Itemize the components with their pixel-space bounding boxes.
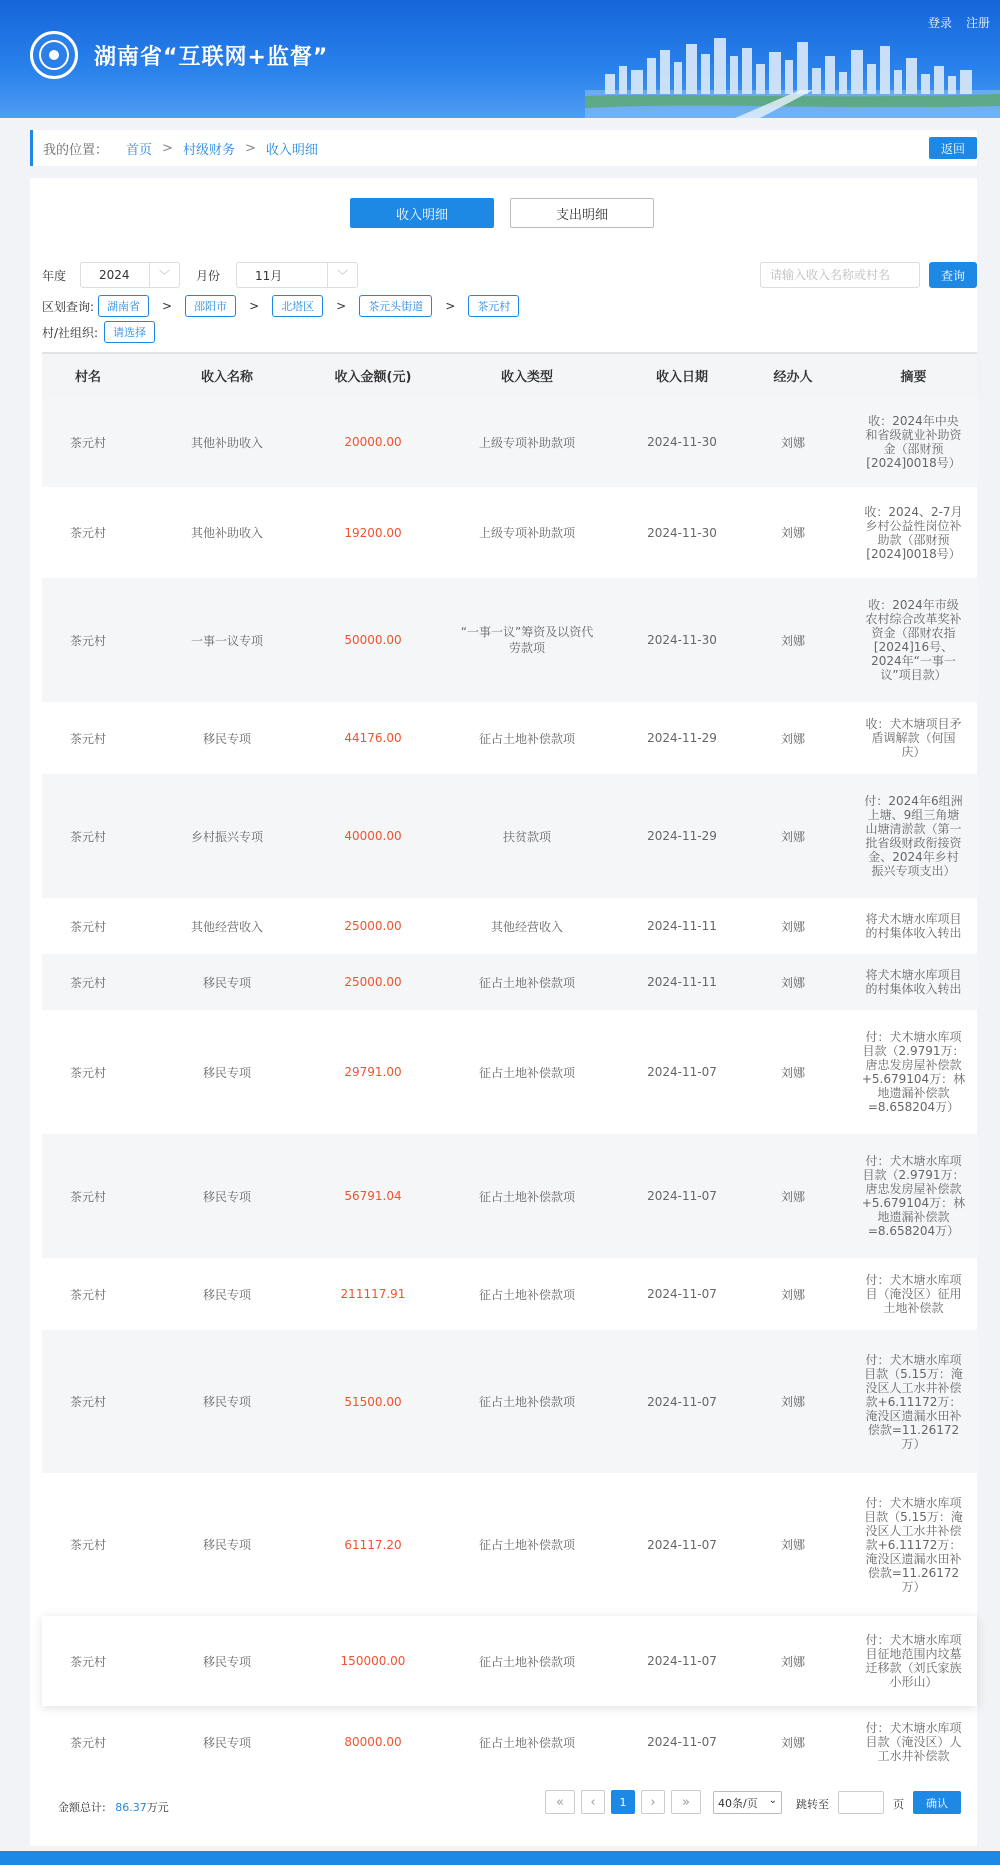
summary-line: 收：犬木塘项目矛	[865, 717, 962, 731]
summary-line: 偿款=11.26172	[867, 1565, 960, 1580]
total-value: 86.37	[115, 1801, 147, 1814]
cell-amount: 19200.00	[344, 525, 402, 540]
year-value: 2024	[99, 268, 130, 282]
cell-village: 茶元村	[69, 919, 106, 934]
summary-line: 地遗漏补偿款	[877, 1086, 950, 1100]
cell-handler: 刘娜	[780, 975, 805, 990]
site-logo-icon	[30, 31, 78, 79]
footer-strip	[0, 1851, 1000, 1865]
summary-line: 收：2024年中央	[868, 414, 959, 428]
breadcrumb-sep: >	[162, 140, 173, 156]
region-chip-village[interactable]: 茶元村	[468, 295, 519, 317]
cell-date: 2024-11-29	[647, 731, 717, 745]
table-row[interactable]	[42, 1258, 977, 1330]
cell-type	[426, 624, 628, 656]
cell-handler: 刘娜	[780, 919, 805, 934]
summary-line: 淹没区遗漏水田补	[865, 1551, 962, 1566]
org-label: 村/社组织:	[42, 325, 99, 340]
summary-line: 目款（5.15万：淹	[864, 1509, 963, 1524]
cell-income-name: 乡村振兴专项	[190, 829, 263, 844]
cell-date: 2024-11-30	[647, 435, 717, 449]
summary-line: 助款（邵财预	[877, 532, 950, 547]
summary-line: 收：2024年市级	[868, 598, 959, 612]
region-chip-district[interactable]: 北塔区	[272, 295, 323, 317]
summary-line: 金、2024年乡村	[868, 850, 959, 864]
region-sep: >	[445, 299, 456, 313]
summary-line: 收：2024、2-7月	[864, 504, 963, 519]
tab-expense-detail[interactable]: 支出明细	[510, 198, 654, 228]
cell-date: 2024-11-30	[647, 525, 717, 540]
jump-page-input[interactable]	[838, 1791, 884, 1814]
summary-line: [2024]0018号）	[866, 456, 961, 470]
cell-income-name: 移民专项	[202, 975, 251, 990]
table-body	[42, 397, 977, 1778]
amount-total	[58, 1799, 169, 1815]
cell-income-name: 移民专项	[202, 1395, 251, 1409]
cell-handler: 刘娜	[780, 829, 805, 844]
breadcrumb-income-detail[interactable]: 收入明细	[265, 142, 318, 158]
summary-line: +5.679104万：林	[861, 1196, 966, 1210]
cell-type: 征占土地补偿款项	[478, 731, 575, 746]
summary-line: 款+6.11172万：	[865, 1537, 962, 1552]
cell-amount: 150000.00	[340, 1654, 406, 1668]
table-row[interactable]	[42, 954, 977, 1010]
cell-income-name: 其他经营收入	[190, 919, 263, 934]
cell-amount: 50000.00	[344, 633, 402, 647]
summary-line: 付：犬木塘水库项	[865, 1721, 962, 1735]
summary-line: 目款（2.9791万：	[862, 1044, 965, 1058]
table-row[interactable]	[42, 1616, 977, 1706]
summary-line: 振兴专项支出）	[871, 864, 956, 878]
summary-line: 付：犬木塘水库项	[865, 1633, 962, 1647]
summary-line: 付：犬木塘水库项	[865, 1154, 962, 1168]
summary-line: 议”项目款）	[880, 668, 947, 682]
summary-line: 山塘清淤款（第一	[865, 822, 962, 836]
summary-line: 付：犬木塘水库项	[865, 1030, 962, 1044]
main-panel	[30, 178, 977, 1846]
summary-line: 工水井补偿款	[877, 1749, 950, 1763]
cell-type: 征占土地补偿款项	[478, 1654, 575, 1669]
summary-line: 淹没区遗漏水田补	[865, 1408, 962, 1423]
pagination-bar	[30, 1786, 977, 1826]
summary-line: 批省级财政衔接资	[865, 836, 962, 850]
city-skyline-image	[585, 30, 1000, 118]
confirm-button[interactable]: 确认	[913, 1791, 961, 1814]
table-row[interactable]	[42, 774, 977, 898]
summary-line: 目征地范围内坟墓	[865, 1647, 962, 1661]
summary-line: 没区人工水井补偿	[865, 1523, 962, 1538]
cell-amount: 80000.00	[344, 1735, 402, 1749]
cell-date: 2024-11-07	[647, 1537, 717, 1552]
cell-date: 2024-11-07	[647, 1394, 717, 1409]
cell-summary	[850, 1273, 977, 1315]
year-label: 年度	[42, 268, 67, 283]
breadcrumb-sep: >	[244, 140, 256, 156]
jump-label: 跳转至	[796, 1798, 829, 1811]
region-chip-street[interactable]: 茶元头街道	[359, 295, 432, 317]
cell-date: 2024-11-07	[647, 1287, 717, 1301]
table-row[interactable]	[42, 1706, 977, 1778]
page-unit: 页	[893, 1798, 904, 1811]
summary-line: 乡村公益性岗位补	[865, 518, 962, 533]
cell-village: 茶元村	[69, 829, 106, 844]
summary-line: 资金（邵财农指	[871, 626, 956, 640]
table-row[interactable]	[42, 898, 977, 954]
cell-handler: 刘娜	[780, 633, 805, 648]
tab-income-detail[interactable]: 收入明细	[350, 198, 494, 228]
table-header	[42, 352, 977, 397]
region-filter-row	[42, 295, 519, 317]
summary-line: 唐忠发房屋补偿款	[865, 1058, 962, 1072]
month-label: 月份	[196, 268, 221, 283]
cell-amount: 29791.00	[344, 1065, 402, 1079]
cell-date: 2024-11-29	[647, 829, 717, 843]
org-filter-row	[42, 321, 155, 343]
cell-date: 2024-11-11	[647, 919, 717, 933]
detail-tabs	[350, 198, 654, 228]
org-select-chip[interactable]: 请选择	[104, 321, 155, 343]
cell-summary	[850, 1721, 977, 1763]
summary-line: 万）	[901, 1579, 926, 1594]
chevron-down-icon: ﹀	[149, 263, 179, 287]
summary-line: [2024]0018号）	[866, 546, 961, 561]
summary-line: 目款（2.9791万：	[862, 1168, 965, 1182]
col-date: 收入日期	[655, 370, 708, 385]
cell-handler: 刘娜	[780, 731, 805, 746]
cell-village: 茶元村	[69, 1065, 106, 1080]
cell-handler: 刘娜	[780, 526, 805, 540]
cell-type: 征占土地补偿款项	[478, 1538, 575, 1552]
cell-income-name: 移民专项	[202, 1735, 251, 1750]
cell-handler: 刘娜	[780, 435, 805, 450]
cell-village: 茶元村	[69, 975, 106, 990]
summary-line: 偿款=11.26172	[867, 1422, 960, 1437]
summary-line: 地遗漏补偿款	[877, 1210, 950, 1224]
table-row[interactable]	[42, 578, 977, 702]
summary-line: 和省级就业补助资	[865, 428, 962, 442]
cell-summary	[850, 414, 977, 470]
cell-village: 茶元村	[69, 435, 106, 450]
cell-village: 茶元村	[69, 731, 106, 746]
first-page-button[interactable]: «	[545, 1790, 575, 1814]
cell-handler: 刘娜	[780, 1654, 805, 1669]
cell-summary	[850, 598, 977, 682]
month-select[interactable]	[236, 262, 358, 288]
cell-date: 2024-11-07	[647, 1189, 717, 1203]
breadcrumb	[30, 130, 977, 166]
cell-income-name: 其他补助收入	[190, 435, 263, 450]
cell-type: 征占土地补偿款项	[478, 1065, 575, 1080]
col-summary: 摘要	[900, 370, 927, 385]
prev-page-button[interactable]: ‹	[581, 1790, 605, 1814]
cell-village: 茶元村	[69, 1189, 106, 1204]
summary-line: 农村综合改革奖补	[865, 612, 962, 626]
type-line: “一事一议”筹资及以资代	[460, 625, 594, 639]
cell-type: 征占土地补偿款项	[478, 1287, 575, 1302]
top-links	[928, 14, 990, 31]
cell-amount: 25000.00	[344, 975, 402, 989]
chevron-down-icon: ﹀	[327, 263, 357, 287]
region-sep: >	[336, 299, 347, 313]
summary-line: 唐忠发房屋补偿款	[865, 1182, 962, 1196]
region-chip-province[interactable]: 湖南省	[98, 295, 149, 317]
cell-summary	[850, 1353, 977, 1451]
cell-summary	[850, 1030, 977, 1114]
cell-handler: 刘娜	[780, 1735, 805, 1750]
cell-village: 茶元村	[69, 1654, 106, 1669]
cell-amount: 40000.00	[344, 829, 402, 843]
summary-line: 将犬木塘水库项目	[865, 968, 962, 982]
region-label: 区划查询:	[42, 299, 95, 314]
col-amount: 收入金额(元)	[334, 370, 412, 385]
search-input[interactable]	[760, 262, 920, 288]
cell-summary	[850, 794, 977, 878]
cell-handler: 刘娜	[780, 1538, 805, 1552]
cell-date: 2024-11-07	[647, 1654, 717, 1668]
breadcrumb-label: 我的位置：	[43, 142, 109, 158]
income-table	[42, 352, 977, 1778]
cell-village: 茶元村	[69, 1395, 106, 1409]
year-select[interactable]	[80, 262, 180, 288]
breadcrumb-home[interactable]: 首页	[126, 142, 153, 158]
cell-handler: 刘娜	[780, 1189, 805, 1204]
cell-type: 征占土地补偿款项	[478, 1395, 575, 1409]
search-button[interactable]: 查询	[929, 262, 977, 288]
col-handler: 经办人	[773, 370, 813, 385]
total-unit: 万元	[146, 1801, 169, 1814]
cell-type: 征占土地补偿款项	[478, 975, 575, 990]
table-row[interactable]	[42, 1134, 977, 1258]
cell-handler: 刘娜	[780, 1065, 805, 1080]
cell-summary	[850, 505, 977, 561]
cell-type: 其他经营收入	[490, 919, 563, 934]
cell-summary	[850, 912, 977, 940]
cell-summary	[850, 1633, 977, 1689]
cell-income-name: 一事一议专项	[190, 633, 263, 648]
summary-line: =8.658204万）	[867, 1100, 960, 1114]
cell-summary	[850, 717, 977, 759]
login-link[interactable]: 登录	[927, 16, 952, 30]
cell-income-name: 其他补助收入	[190, 526, 263, 540]
cell-village: 茶元村	[69, 1538, 106, 1552]
summary-line: 小形山）	[889, 1675, 938, 1689]
cell-income-name: 移民专项	[202, 1189, 251, 1204]
summary-line: 的村集体收入转出	[865, 982, 962, 996]
region-sep: >	[249, 299, 260, 313]
cell-type: 上级专项补助款项	[478, 435, 575, 450]
cell-summary	[850, 968, 977, 996]
table-row[interactable]	[42, 1473, 977, 1616]
cell-income-name: 移民专项	[202, 731, 251, 746]
cell-date: 2024-11-11	[647, 975, 717, 989]
cell-income-name: 移民专项	[202, 1654, 251, 1669]
cell-income-name: 移民专项	[202, 1538, 251, 1552]
type-line: 劳款项	[508, 641, 545, 655]
cell-amount: 51500.00	[344, 1394, 402, 1409]
cell-handler: 刘娜	[780, 1287, 805, 1302]
region-chip-city[interactable]: 邵阳市	[185, 295, 236, 317]
summary-line: +5.679104万：林	[861, 1072, 966, 1086]
cell-amount: 56791.04	[344, 1189, 402, 1203]
summary-line: 没区人工水井补偿	[865, 1380, 962, 1395]
col-village: 村名	[74, 370, 101, 385]
cell-village: 茶元村	[69, 1287, 106, 1302]
chevron-down-icon: ⌄	[768, 1795, 777, 1806]
cell-summary	[850, 1496, 977, 1594]
summary-line: 目（淹没区）征用	[865, 1287, 962, 1301]
site-header	[0, 0, 1000, 118]
site-title: 湖南省“互联网+监督”	[94, 45, 329, 70]
next-page-button[interactable]: ›	[641, 1790, 665, 1814]
summary-line: 土地补偿款	[883, 1301, 944, 1315]
cell-income-name: 移民专项	[202, 1065, 251, 1080]
table-row[interactable]	[42, 702, 977, 774]
summary-line: 目款（5.15万：淹	[864, 1366, 963, 1381]
cell-village: 茶元村	[69, 1735, 106, 1750]
cell-summary	[850, 1154, 977, 1238]
per-page-value: 40条/页	[718, 1796, 758, 1810]
cell-type: 上级专项补助款项	[478, 526, 575, 540]
per-page-select[interactable]	[713, 1791, 782, 1814]
cell-village: 茶元村	[69, 633, 106, 648]
summary-line: 2024年“一事一	[871, 654, 956, 668]
page-1-button[interactable]: 1	[611, 1790, 635, 1814]
cell-date: 2024-11-07	[647, 1735, 717, 1749]
cell-amount: 61117.20	[344, 1537, 402, 1552]
summary-line: 款+6.11172万：	[865, 1394, 962, 1409]
summary-line: 付：犬木塘水库项	[865, 1495, 962, 1510]
cell-amount: 20000.00	[344, 435, 402, 449]
summary-line: 的村集体收入转出	[865, 926, 962, 940]
pager	[545, 1790, 707, 1814]
summary-line: 付：2024年6组洲	[864, 794, 963, 808]
summary-line: 万）	[901, 1436, 926, 1451]
cell-handler: 刘娜	[780, 1395, 805, 1409]
summary-line: =8.658204万）	[867, 1224, 960, 1238]
last-page-button[interactable]: »	[671, 1790, 701, 1814]
cell-date: 2024-11-30	[647, 633, 717, 647]
summary-line: 盾调解款（何国	[871, 731, 956, 745]
cell-type: 征占土地补偿款项	[478, 1189, 575, 1204]
summary-line: 目款（淹没区）人	[865, 1735, 962, 1749]
table-row[interactable]	[42, 487, 977, 578]
summary-line: 庆）	[901, 745, 926, 759]
cell-village: 茶元村	[69, 526, 106, 540]
summary-line: 迁移款（刘氏家族	[865, 1661, 962, 1675]
cell-income-name: 移民专项	[202, 1287, 251, 1302]
summary-line: 付：犬木塘水库项	[865, 1273, 962, 1287]
cell-type: 征占土地补偿款项	[478, 1735, 575, 1750]
summary-line: [2024]16号、	[873, 640, 954, 654]
date-filter-row	[42, 262, 358, 288]
breadcrumb-village-finance[interactable]: 村级财务	[182, 142, 235, 158]
summary-line: 付：犬木塘水库项	[865, 1352, 962, 1367]
total-label: 金额总计:	[58, 1801, 106, 1814]
back-button[interactable]: 返回	[929, 137, 977, 159]
col-income-name: 收入名称	[200, 370, 253, 385]
table-row[interactable]	[42, 397, 977, 487]
region-sep: >	[162, 299, 173, 313]
cell-date: 2024-11-07	[647, 1065, 717, 1079]
month-value: 11月	[255, 268, 283, 283]
register-link[interactable]: 注册	[965, 16, 990, 30]
summary-line: 上塘、9组三角塘	[867, 808, 960, 822]
table-row[interactable]	[42, 1330, 977, 1473]
col-type: 收入类型	[500, 370, 553, 385]
summary-line: 将犬木塘水库项目	[865, 912, 962, 926]
cell-amount: 211117.91	[340, 1287, 406, 1301]
cell-amount: 44176.00	[344, 731, 402, 745]
cell-type: 扶贫款项	[502, 829, 551, 844]
table-row[interactable]	[42, 1010, 977, 1134]
summary-line: 金（邵财预	[883, 442, 944, 456]
cell-amount: 25000.00	[344, 919, 402, 933]
